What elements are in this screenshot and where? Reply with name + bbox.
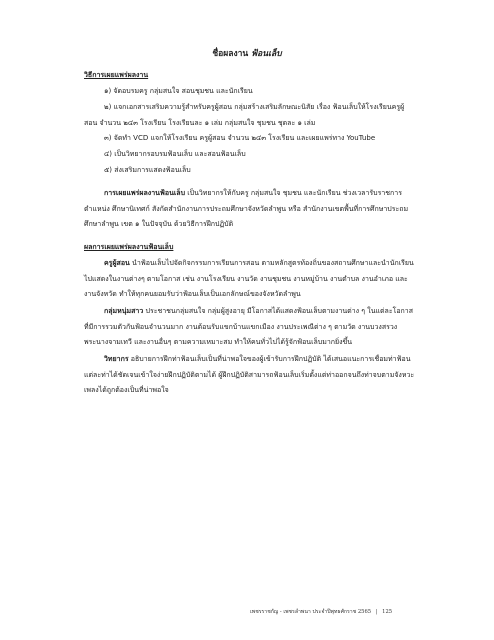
- method-item: ๓) จัดทำ VCD แจกให้โรงเรียน ครูผู้สอน จำนวน ๒๔๓ โรงเรียน และเผยแพร่ทาง YouTube: [104, 134, 376, 142]
- method-item: ๔) เป็นวิทยากรอบรมฟ้อนเล็บ และสอนฟ้อนเล็บ: [104, 150, 246, 158]
- footer-text: เพชรราชกัญ - เพชรลำพนา ประจำปีพุทธศักราช 2565: [250, 609, 372, 615]
- dissemination-label: การเผยแพร่ผลงานฟ้อนเล็บ: [104, 189, 186, 197]
- women-text: ประชาชนกลุ่มสนใจ กลุ่มผู้สูงอายุ มีโอกาสได้แสดงฟ้อนเล็บตามงานต่าง ๆ ในแต่ละโอกาสที่มีการรวมตัวกันฟ้อนจำนวนมาก งานต้อนรับแขกบ้านแขกเมือง งานประเพณีต่าง ๆ ตามวัด งานบวงสรวงพระนางจามเทวี และงานอื่นๆ ตามความเหมาะสม ทำให้คนทั่วไปได้รู้จักฟ้อนเล็บมากยิ่งขึ้น: [84, 307, 413, 347]
- results-heading-text: ผลการเผยแพร่ผลงานฟ้อนเล็บ: [84, 243, 174, 251]
- women-label: กลุ่มหนุ่มสาว: [104, 307, 144, 315]
- speaker-paragraph: [84, 352, 416, 399]
- teachers-label: ครูผู้สอน: [104, 259, 130, 267]
- dissemination-paragraph: [84, 186, 416, 233]
- method-item: ๒) แจกเอกสารเสริมความรู้สำหรับครูผู้สอน กลุ่มสร้างเสริมลักษณะนิสัย เรื่อง ฟ้อนเล็บให้โรงเรียนครูผู้สอน จำนวน ๒๔๓ โรงเรียน โรงเรียนละ ๑ เล่ม กลุ่มสนใจ ชุมชน ชุดละ ๑ เล่ม: [84, 103, 405, 127]
- page-number: 125: [382, 609, 393, 615]
- dissemination-text: เป็นวิทยากรให้กับครู กลุ่มสนใจ ชุมชน และนักเรียน ช่วงเวลารับราชการ ตำแหน่ง ศึกษานิเทศก์ สังกัดสำนักงานการประถมศึกษาจังหวัดลำพูน หรือ สำนักงานเขตพื้นที่การศึกษาประถมศึกษาลำพูน เขต ๑ ในปัจจุบัน ด้วยวิธีการฝึกปฏิบัติ: [84, 189, 409, 229]
- work-title-name: ฟ้อนเล็บ: [251, 49, 282, 59]
- methods-heading: [84, 68, 414, 84]
- method-item: ๕) ส่งเสริมการแสดงฟ้อนเล็บ: [104, 166, 191, 174]
- method-item: ๑) จัดอบรมครู กลุ่มสนใจ สอนชุมชน และนักเรียน: [104, 87, 253, 95]
- page-footer: [250, 608, 450, 616]
- results-heading: [84, 240, 414, 256]
- teachers-text: นำฟ้อนเล็บไปจัดกิจกรรมการเรียนการสอน ตามหลักสูตรท้องถิ่นของสถานศึกษาและนำนักเรียนไปแสดงในงานต่างๆ ตามโอกาส เช่น งานโรงเรียน งานวัด งานชุมชน งานหมู่บ้าน งานตำบล งานอำเภอ และงานจังหวัด ทำให้ทุกคนยอมรับว่าฟ้อนเล็บเป็นเอกลักษณ์ของจังหวัดลำพูน: [84, 259, 414, 299]
- footer-separator: |: [375, 609, 378, 615]
- methods-heading-text: วิธีการเผยแพร่ผลงาน: [84, 71, 149, 79]
- speaker-label: วิทยากร: [104, 355, 129, 363]
- work-title: [0, 46, 494, 60]
- women-paragraph: [84, 304, 416, 351]
- speaker-text: อธิบายการฝึกท่าฟ้อนเล็บเป็นที่น่าพอใจของผู้เข้ารับการฝึกปฏิบัติ ได้เสนอแนะการเชื่อมท่าฟ้อนแต่ละท่าได้ชัดเจนเข้าใจง่ายฝึกปฏิบัติตามได้ ผู้ฝึกปฏิบัติสามารถฟ้อนเล็บเริ่มตั้งแต่ท่าออกจนถึงท่าจบตามจังหวะเพลงได้ถูกต้องเป็นที่น่าพอใจ: [84, 355, 415, 395]
- work-title-prefix: ชื่อผลงาน: [212, 49, 252, 59]
- teachers-paragraph: [84, 256, 416, 303]
